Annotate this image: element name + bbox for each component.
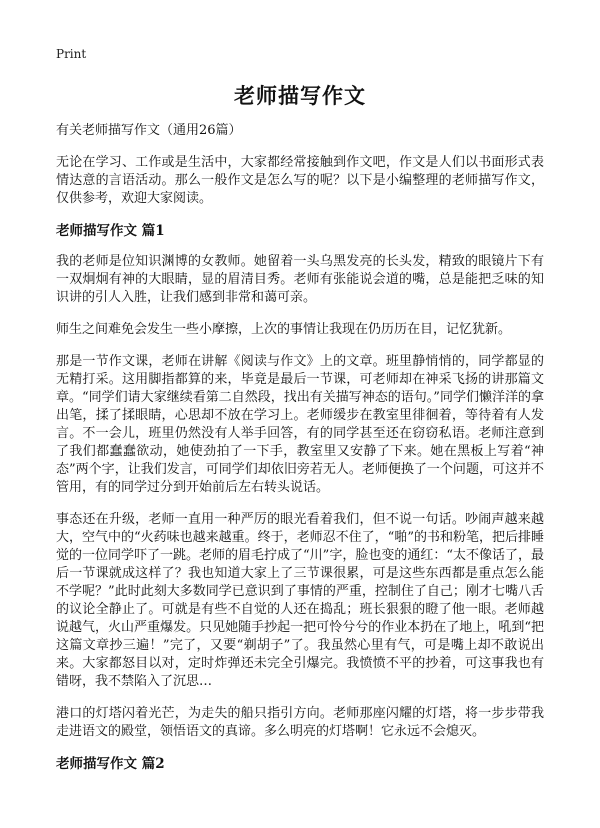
paragraph: 港口的灯塔闪着光芒，为走失的船只指引方向。老师那座闪耀的灯塔，将一步步带我走进语文的殿堂，领悟语文的真谛。多么明亮的灯塔啊！它永远不会熄灭。	[56, 706, 544, 739]
section-heading-1: 老师描写作文 篇1	[56, 223, 165, 239]
intro-paragraph: 无论在学习、工作或是生活中，大家都经常接触到作文吧，作文是人们以书面形式表情达意的言语活动。那么一般作文是怎么写的呢？以下是小编整理的老师描写作文，仅供参考，欢迎大家阅读。	[56, 155, 544, 206]
article-body	[56, 122, 544, 786]
paragraph: 事态还在升级，老师一直用一种严厉的眼光看着我们，但不说一句话。吵闹声越来越大，空气中的“火药味也越来越重。终于，老师忍不住了，“啪”的书和粉笔，把后排睡觉的一位同学吓了一跳。老师的眉毛拧成了“川”字，脸也变的通红：“太不像话了，最后一节课就成这样了？我也知道大家上了三节课很累，可是这些东西都是重点怎么能不学呢？”此时此刻大多数同学已意识到了事情的严重，控制住了自己；刚才七嘴八舌的议论全静止了。可就是有些不自觉的人还在捣乱；班长狠狠的瞪了他一眼。老师越说越气，火山严重爆发。只见她随手抄起一把可怜兮兮的作业本扔在了地上，吼到“把这篇文章抄三遍！”完了，又要“剃胡子”了。我虽然心里有气，可是嘴上却不敢说出来。大家都怒目以对，定时炸弹还未完全引爆完。我愤愤不平的抄着，可这事我也有错呀，我不禁陷入了沉思…	[56, 512, 544, 689]
article-subtitle: 有关老师描写作文（通用26篇）	[56, 123, 242, 138]
print-link[interactable]: Print	[56, 47, 87, 61]
section-heading-2: 老师描写作文 篇2	[56, 756, 165, 772]
page-title: 老师描写作文	[234, 83, 366, 108]
paragraph: 我的老师是位知识渊博的女教师。她留着一头乌黑发亮的长头发，精致的眼镜片下有一双炯炯有神的大眼睛，显的眉清目秀。老师有张能说会道的嘴，总是能把乏味的知识讲的引人入胜，让我们感到非常和蔼可亲。	[56, 254, 544, 305]
paragraph: 师生之间难免会发生一些小摩擦，上次的事情让我现在仍历历在目，记忆犹新。	[56, 322, 512, 337]
paragraph: 那是一节作文课，老师在讲解《阅读与作文》上的文章。班里静悄悄的，同学都显的无精打采。这用脚指都算的来，毕竟是最后一节课，可老师却在神采飞扬的讲那篇文章。“同学们请大家继续看第二自然段，找出有关描写神态的语句。”同学们懒洋洋的拿出笔，揉了揉眼睛，心思却不放在学习上。老师缓步在教室里徘徊着，等待着有人发言。不一会儿，班里仍然没有人举手回答，有的同学甚至还在窃窃私语。老师注意到了我们都蠢蠢欲动，她使劲拍了一下手，教室里又安静了下来。她在黑板上写着“神态”两个字，让我们发言，可同学们却依旧旁若无人。老师便换了一个问题，可这并不管用，有的同学过分到开始前后左右转头说话。	[56, 354, 544, 495]
